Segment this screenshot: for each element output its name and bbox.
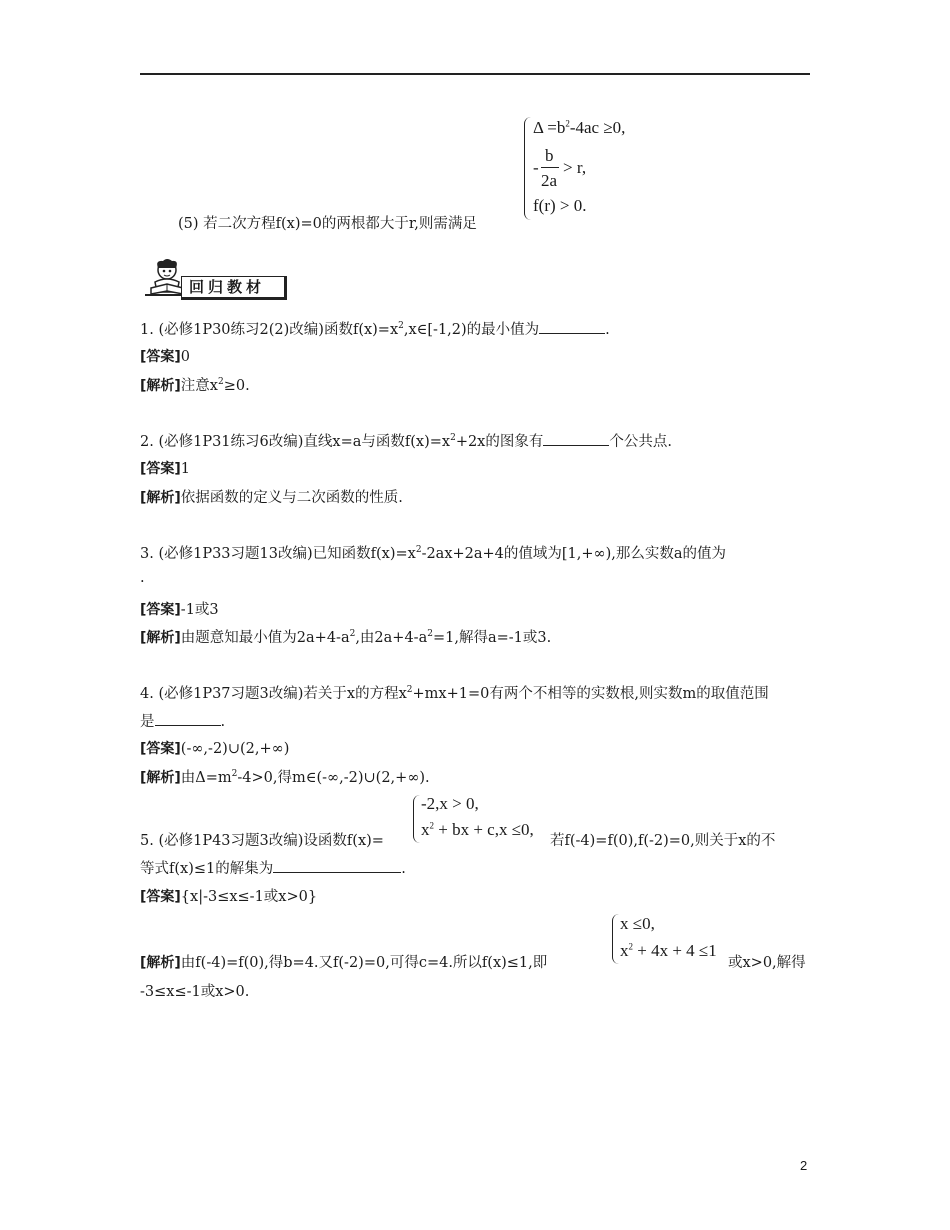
- condition-fr: f(r) > 0.: [533, 196, 587, 215]
- answer-2: [答案]1: [140, 461, 191, 477]
- answer-4: [答案](-∞,-2)∪(2,+∞): [140, 741, 290, 757]
- question-3-line2: .: [140, 570, 145, 586]
- fraction-numerator: b: [545, 146, 554, 165]
- question-5-line2: 等式f(x)≤1的解集为 .: [140, 861, 406, 877]
- header-rule: [140, 73, 810, 75]
- fraction-denominator: 2a: [541, 171, 558, 190]
- system-brace: [524, 117, 531, 220]
- analysis-2: [解析]依据函数的定义与二次函数的性质.: [140, 490, 403, 506]
- condition-discriminant: $\Delta =b^2-4ac \ge 0$,: [533, 118, 626, 137]
- item-5-label: (5) 若二次方程f(x)=0的两根都大于r,则需满足: [178, 216, 477, 232]
- condition-vertex-rest: > r,: [563, 158, 587, 177]
- condition-vertex: -: [533, 158, 539, 177]
- answer-blank: [273, 871, 401, 873]
- question-5-post: 若f(-4)=f(0),f(-2)=0,则关于x的不: [550, 833, 776, 849]
- answer-1: [答案]0: [140, 349, 191, 365]
- answer-3: [答案]-1或3: [140, 602, 219, 618]
- inequality-brace: [612, 914, 619, 964]
- answer-blank: [155, 724, 221, 726]
- piecewise-brace: [413, 795, 420, 843]
- inequality-2: $x^2 + 4x + 4 \le 1$: [620, 941, 717, 960]
- analysis-1: [解析]注意$x^2\ge 0$.: [140, 377, 250, 394]
- answer-blank: [543, 444, 609, 446]
- question-4: 4. (必修1P37习题3改编)若关于x的方程$x^2+mx+1=0$有两个不相等的实数根,则实数m的取值范围: [140, 685, 769, 702]
- question-1: 1. (必修1P30练习2(2)改编)函数$f(x)=x^2,x\in[-1,2)$的最小值为 .: [140, 321, 610, 338]
- analysis-4: [解析]由$\Delta=m^2-4>0$,得m∈(-∞,-2)∪(2,+∞).: [140, 769, 430, 786]
- analysis-5-line2: -3≤x≤-1或x>0.: [140, 984, 250, 1000]
- analysis-5-post: 或x>0,解得: [728, 955, 806, 971]
- section-badge: [141, 262, 285, 296]
- analysis-3: [解析]由题意知最小值为$2a+4-a^2$,由$2a+4-a^2=1$,解得a=-1或3.: [140, 629, 552, 646]
- question-4-line2: 是 .: [140, 714, 226, 730]
- piece-1: -2,x > 0,: [421, 794, 479, 813]
- question-2: 2. (必修1P31练习6改编)直线x=a与函数$f(x)=x^2+2x$的图象有 个公共点.: [140, 433, 672, 450]
- piece-2: $x^2$ + bx + c,x ≤0,: [421, 820, 534, 839]
- answer-5: [答案]{x|-3≤x≤-1或x>0}: [140, 889, 318, 905]
- analysis-5: [解析]由f(-4)=f(0),得b=4.又f(-2)=0,可得c=4.所以f(x)≤1,即: [140, 955, 548, 971]
- badge-title: 回归教材: [189, 278, 266, 296]
- inequality-1: x ≤0,: [620, 914, 655, 933]
- page-number: 2: [800, 1158, 808, 1173]
- question-3: 3. (必修1P33习题13改编)已知函数$f(x)=x^2-2ax+2a+4$的值域为[1,+∞),那么实数a的值为: [140, 545, 727, 562]
- question-5-pre: 5. (必修1P43习题3改编)设函数f(x)=: [140, 833, 384, 849]
- fraction-bar: [541, 167, 559, 168]
- answer-blank: [539, 332, 605, 334]
